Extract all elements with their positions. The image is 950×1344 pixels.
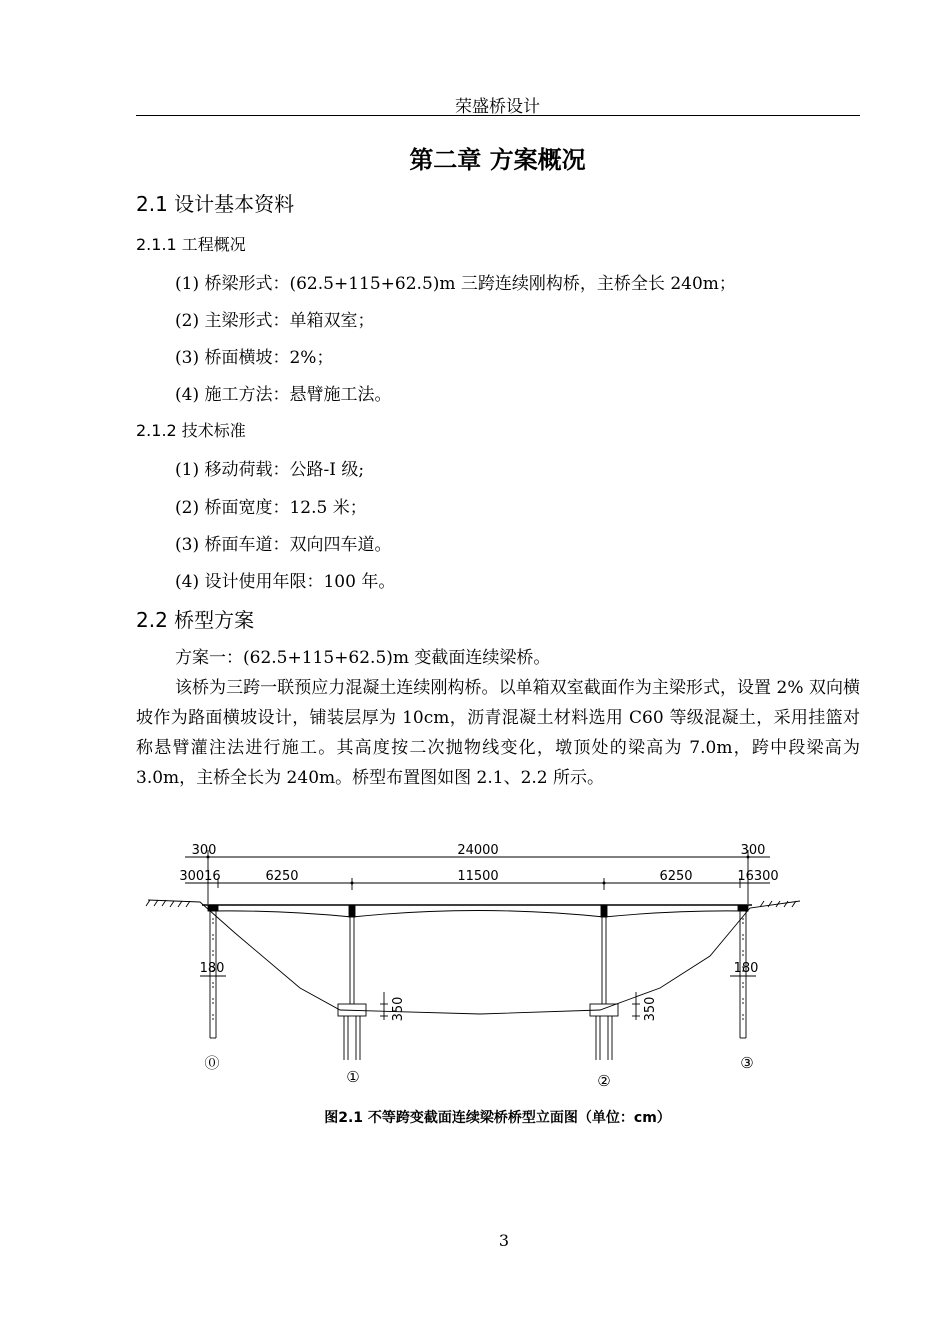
dim-right-sub: 16300 [737, 869, 779, 884]
figure-caption: 图2.1 不等跨变截面连续梁桥桥型立面图（单位：cm） [324, 1110, 671, 1126]
body-text [136, 643, 860, 793]
pier-label-2: ② [597, 1072, 611, 1088]
subsection-2-1-1-heading: 2.1.1 工程概况 [136, 235, 246, 254]
list-item: (2) 主梁形式：单箱双室； [175, 311, 375, 331]
dim-abutment-right: 180 [733, 961, 759, 976]
dim-pier-right: 350 [643, 996, 658, 1022]
dim-abutment-left: 180 [199, 961, 225, 976]
dim-span-3: 6250 [659, 869, 693, 884]
dim-right-end: 300 [740, 843, 766, 858]
dim-span-2: 11500 [457, 869, 499, 884]
pier-label-3: ③ [740, 1054, 754, 1072]
list-item: (4) 施工方法：悬臂施工法。 [175, 385, 392, 405]
list-item: (1) 移动荷载：公路-I 级; [175, 460, 365, 480]
scheme-line: 方案一：(62.5+115+62.5)m 变截面连续梁桥。 [175, 648, 551, 668]
page-number: 3 [498, 1231, 510, 1250]
section-2-1-heading: 2.1 设计基本资料 [136, 192, 295, 216]
section-2-2-heading: 2.2 桥型方案 [136, 608, 255, 632]
dim-left-end: 300 [191, 843, 217, 858]
header-rule [136, 115, 860, 116]
list-item: (2) 桥面宽度：12.5 米； [175, 498, 367, 518]
dim-total: 24000 [457, 843, 499, 858]
list-item: (4) 设计使用年限：100 年。 [175, 572, 396, 592]
pier-label-0: ⓪ [204, 1054, 220, 1072]
scheme-paragraph: 该桥为三跨一联预应力混凝土连续刚构桥。以单箱双室截面作为主梁形式，设置 2% 双向横坡作为路面横坡设计，铺装层厚为 10cm，沥青混凝土材料选用 C60 等级混凝土，采用挂篮对称悬臂灌注法进行施工。其高度按二次抛物线变化，墩顶处的梁高为 7.0m，跨中段梁高为 3.0m，主桥全长为 240m。桥型布置图如图 2.1、2.2 所示。 [136, 678, 860, 788]
subsection-2-1-2-heading: 2.1.2 技术标准 [136, 421, 246, 440]
list-item: (3) 桥面车道：双向四车道。 [175, 535, 392, 555]
dim-pier-left: 350 [391, 996, 406, 1022]
dim-left-sub: 30016 [179, 869, 221, 884]
running-header: 荣盛桥设计 [455, 97, 540, 117]
list-item: (3) 桥面横坡：2%； [175, 348, 334, 368]
bridge-elevation-figure [140, 838, 860, 1088]
list-item: (1) 桥梁形式：(62.5+115+62.5)m 三跨连续刚构桥，主桥全长 240m； [175, 274, 736, 294]
pier-label-1: ① [346, 1068, 360, 1086]
dim-span-1: 6250 [265, 869, 299, 884]
chapter-title: 第二章 方案概况 [409, 146, 586, 174]
